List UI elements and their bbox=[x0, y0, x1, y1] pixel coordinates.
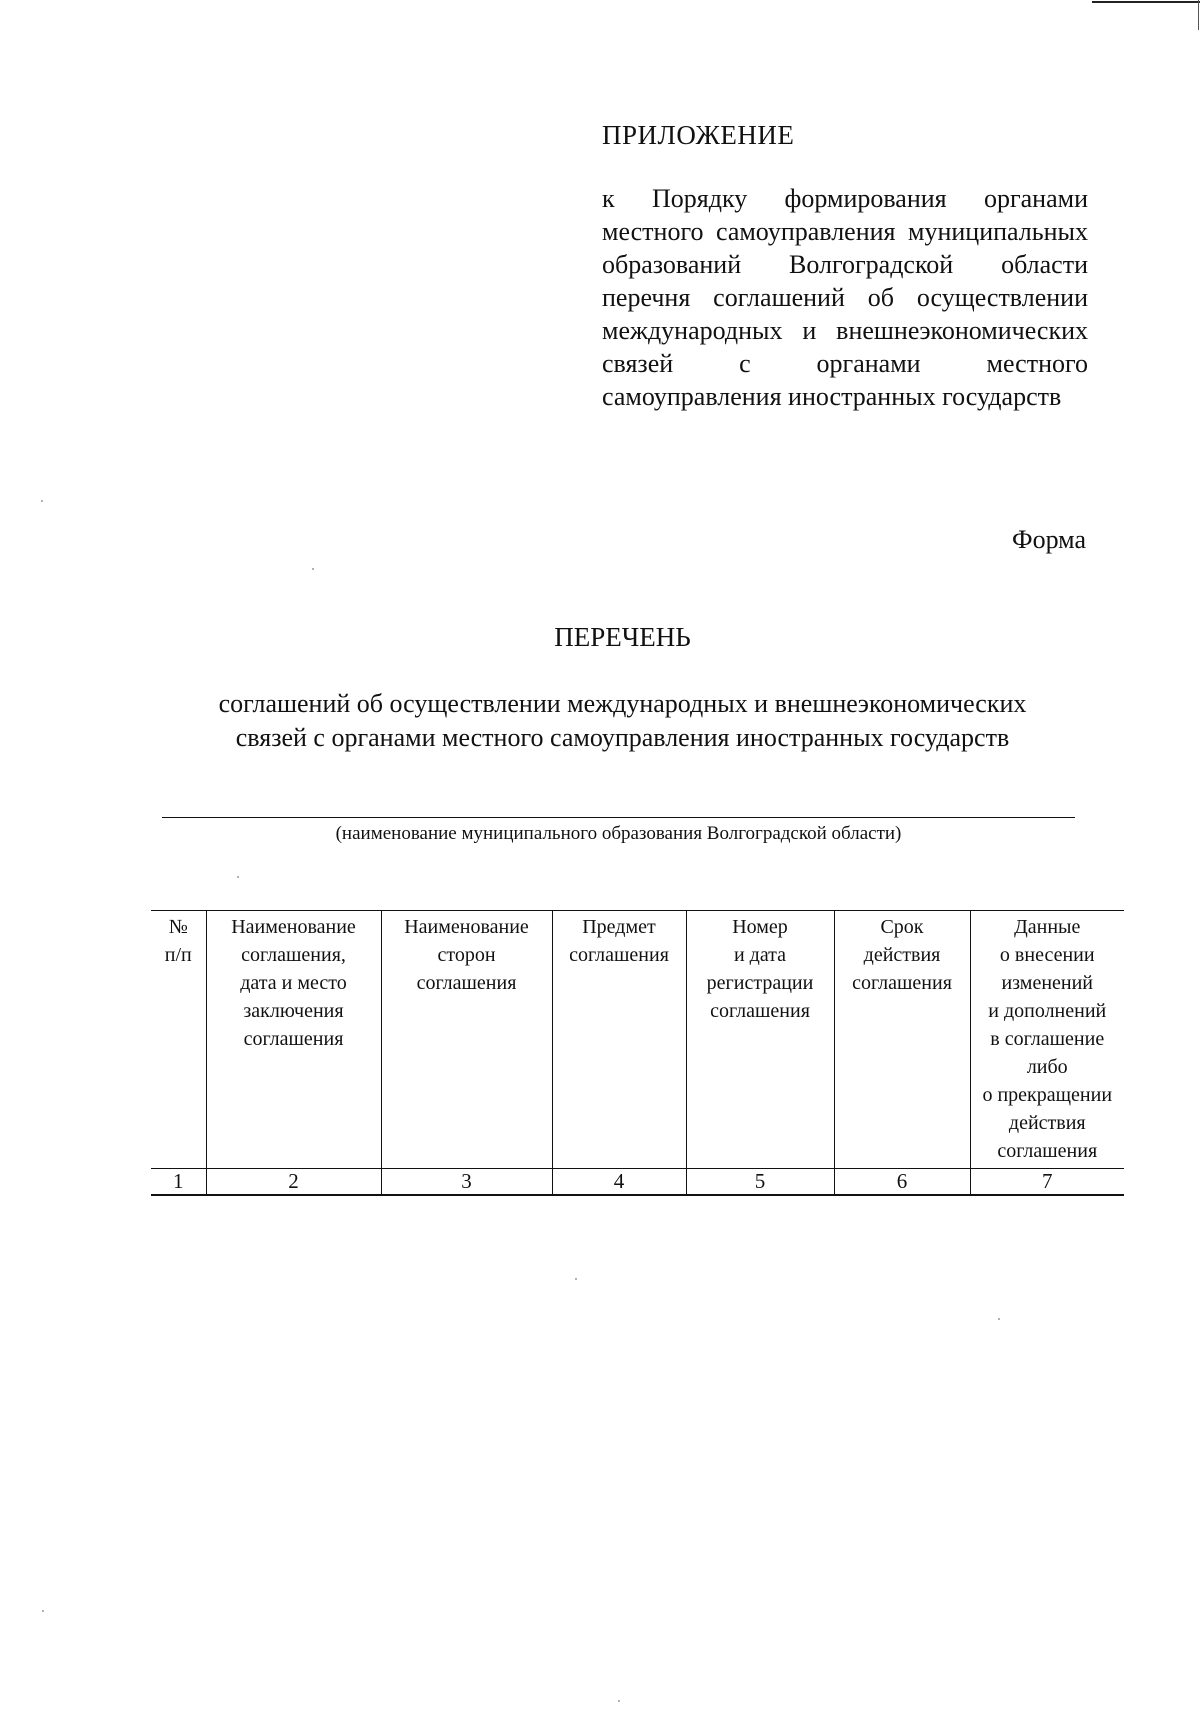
column-number: 7 bbox=[970, 1169, 1124, 1196]
column-number: 1 bbox=[151, 1169, 206, 1196]
scan-edge-mark bbox=[1198, 0, 1199, 30]
scan-edge-line bbox=[1092, 1, 1200, 3]
subtitle-line: связей с органами местного самоуправления иностранных государств bbox=[235, 723, 1010, 752]
header-agreement-name: Наименование соглашения, дата и место заключения соглашения bbox=[206, 911, 381, 1169]
attachment-line: связей с органами местного bbox=[602, 349, 1088, 378]
document-subtitle bbox=[0, 687, 1200, 755]
header-changes: Данные о внесении изменений и дополнений в соглашение либо о прекращении действия соглашения bbox=[970, 911, 1124, 1169]
attachment-line: перечня соглашений об осуществлении bbox=[602, 283, 1088, 312]
agreements-table bbox=[151, 910, 1124, 1196]
column-number: 3 bbox=[381, 1169, 552, 1196]
header-subject: Предмет соглашения bbox=[552, 911, 686, 1169]
scan-speck bbox=[312, 568, 314, 570]
fill-in-line bbox=[162, 817, 1075, 818]
document-title: ПЕРЕЧЕНЬ bbox=[554, 622, 691, 652]
scan-speck bbox=[41, 500, 43, 502]
attachment-line: образований Волгоградской области bbox=[602, 250, 1088, 279]
header-parties: Наименование сторон соглашения bbox=[381, 911, 552, 1169]
table-row bbox=[151, 1169, 1124, 1196]
column-number: 4 bbox=[552, 1169, 686, 1196]
scan-speck bbox=[575, 1278, 577, 1280]
attachment-line: местного самоуправления муниципальных bbox=[602, 217, 1088, 246]
column-number: 6 bbox=[834, 1169, 970, 1196]
scan-speck bbox=[998, 1318, 1000, 1320]
subtitle-line: соглашений об осуществлении международных и внешнеэкономических bbox=[218, 689, 1027, 718]
form-label: Форма bbox=[1012, 525, 1086, 554]
header-registration: Номер и дата регистрации соглашения bbox=[686, 911, 834, 1169]
attachment-line: международных и внешнеэкономических bbox=[602, 316, 1088, 345]
header-term: Срок действия соглашения bbox=[834, 911, 970, 1169]
scan-speck bbox=[42, 1610, 44, 1612]
header-number: № п/п bbox=[151, 911, 206, 1169]
attachment-text bbox=[602, 182, 1088, 413]
attachment-block bbox=[602, 118, 1088, 413]
column-number: 5 bbox=[686, 1169, 834, 1196]
scan-speck bbox=[237, 876, 239, 878]
attachment-line: самоуправления иностранных государств bbox=[602, 382, 1062, 411]
column-number: 2 bbox=[206, 1169, 381, 1196]
table-header-row bbox=[151, 911, 1124, 1169]
attachment-title: ПРИЛОЖЕНИЕ bbox=[602, 120, 795, 150]
fill-in-caption: (наименование муниципального образования Волгоградской области) bbox=[335, 823, 902, 844]
attachment-line: к Порядку формирования органами bbox=[602, 184, 1088, 213]
scan-speck bbox=[618, 1700, 620, 1702]
